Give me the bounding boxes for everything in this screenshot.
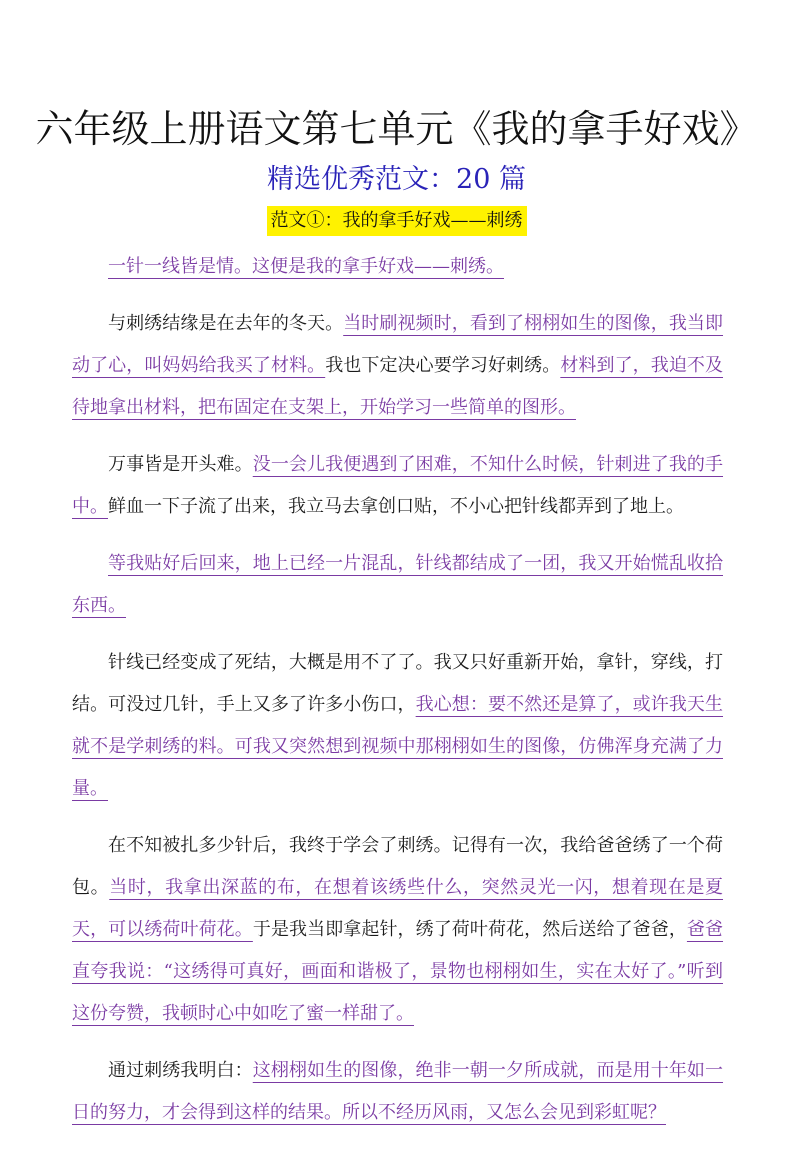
body-text: 我也下定决心要学习好刺绣。 [325, 355, 561, 376]
highlighted-sentence: 没一会儿我便遇到了困难，不知什么时候，针刺进了我的手中。 [72, 454, 724, 517]
essay-paragraph [72, 1050, 723, 1134]
essay-paragraph [72, 246, 723, 288]
essay-paragraph [72, 444, 723, 528]
highlighted-sentence: 这栩栩如生的图像，绝非一朝一夕所成就，而是用十年如一日的努力，才会得到这样的结果。所以不经历风雨，又怎么会见到彩虹呢？ [72, 1060, 724, 1123]
body-text: 针线已经变成了死结，大概是用不了了。我又只好重新开始，拿针，穿线，打结。可没过几针，手上又多了许多小伤口， [72, 652, 723, 715]
highlighted-sentence: 等我贴好后回来，地上已经一片混乱，针线都结成了一团，我又开始慌乱收拾东西。 [72, 553, 723, 616]
essay-heading: 范文①：我的拿手好戏——刺绣 [267, 206, 527, 236]
essay-paragraph [72, 825, 723, 1035]
body-text: 万事皆是开头难。 [108, 454, 253, 475]
body-text: 于是我当即拿起针，绣了荷叶荷花，然后送给了爸爸， [252, 919, 687, 940]
document-title: 六年级上册语文第七单元《我的拿手好戏》 [35, 107, 758, 151]
essay-paragraph [72, 543, 723, 627]
highlighted-sentence: 当时刷视频时，看到了栩栩如生的图像，我当即动了心，叫妈妈给我买了材料。 [72, 313, 724, 376]
highlighted-sentence: 材料到了，我迫不及待地拿出材料，把布固定在支架上，开始学习一些简单的图形。 [72, 355, 724, 418]
document-subtitle: 精选优秀范文：20 篇 [267, 164, 526, 195]
essay-paragraph [72, 303, 723, 429]
essay-body [72, 246, 723, 1149]
highlighted-sentence: 爸爸直夸我说：“这绣得可真好，画面和谐极了，景物也栩栩如生，实在太好了。”听到这份夸赞，我顿时心中如吃了蜜一样甜了。 [72, 919, 724, 1024]
body-text: 与刺绣结缘是在去年的冬天。 [108, 313, 344, 334]
highlighted-sentence: 当时，我拿出深蓝的布，在想着该绣些什么，突然灵光一闪，想着现在是夏天，可以绣荷叶荷花。 [72, 877, 724, 940]
highlighted-sentence: 一针一线皆是情。这便是我的拿手好戏——刺绣。 [108, 256, 504, 277]
highlighted-sentence: 我心想：要不然还是算了，或许我天生就不是学刺绣的料。可我又突然想到视频中那栩栩如生的图像，仿佛浑身充满了力量。 [72, 694, 724, 799]
body-text: 鲜血一下子流了出来，我立马去拿创口贴，不小心把针线都弄到了地上。 [108, 496, 684, 517]
body-text: 通过刺绣我明白： [108, 1060, 253, 1081]
body-text: 在不知被扎多少针后，我终于学会了刺绣。记得有一次，我给爸爸绣了一个荷包。 [72, 835, 723, 898]
essay-heading-wrap [0, 206, 793, 236]
essay-paragraph [72, 642, 723, 810]
